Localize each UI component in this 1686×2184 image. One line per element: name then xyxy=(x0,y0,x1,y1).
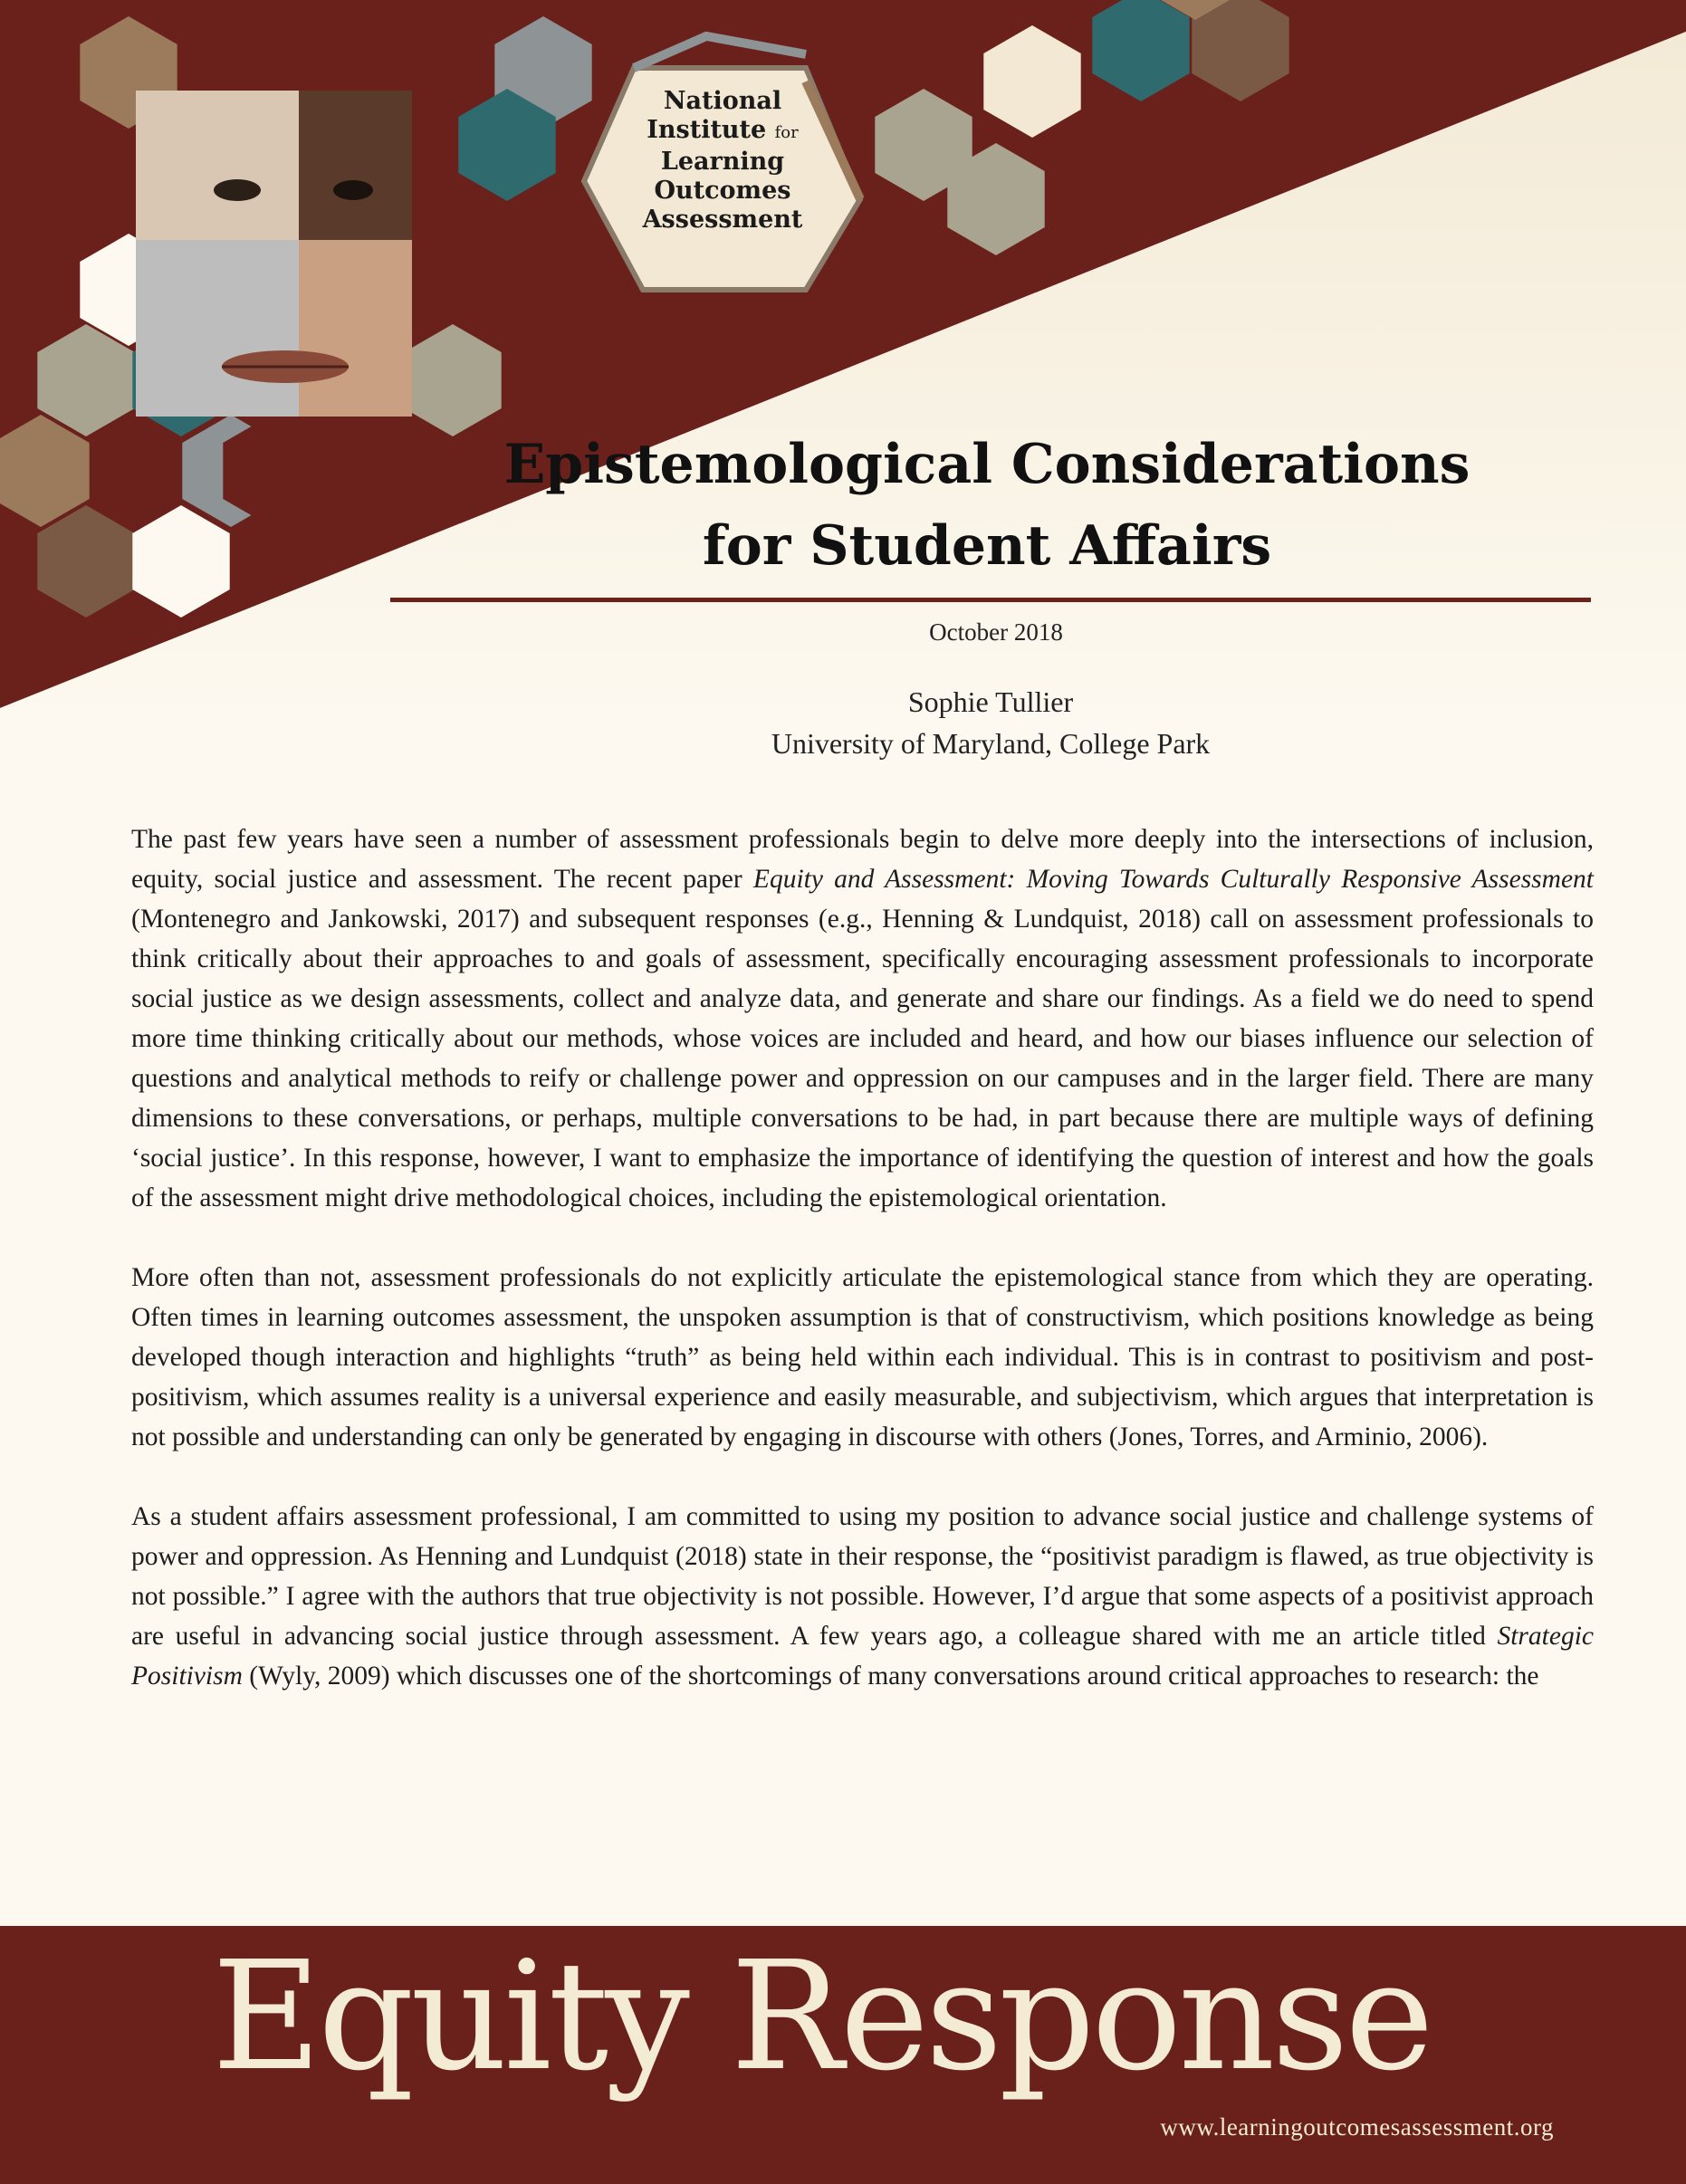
paragraph-2: More often than not, assessment professionals do not explicitly articulate the epistemological stance from which they are operating. Often times in learning outcomes assessment, the unspoken assumption is that of constructivism, which positions knowledge as being developed though interaction and highlights “truth” as being held within each individual. This is in contrast to positivism and post-positivism, which assumes reality is a universal experience and easily measurable, and subjectivism, which argues that interpretation is not possible and understanding can only be generated by engaging in discourse with others (Jones, Torres, and Arminio, 2006). xyxy=(131,1263,1594,1451)
title-line-1: Epistemological Considerations xyxy=(503,433,1470,496)
website-link[interactable]: www.learningoutcomesassessment.org xyxy=(1160,2113,1554,2141)
publication-date: October 2018 xyxy=(929,618,1063,646)
portrait-mosaic xyxy=(136,91,412,417)
page-title xyxy=(380,424,1594,587)
author-name: Sophie Tullier xyxy=(907,685,1074,718)
article-body xyxy=(131,819,1594,1736)
logo-line-3: Learning Outcomes xyxy=(654,148,791,205)
title-line-2: for Student Affairs xyxy=(702,514,1272,578)
logo-line-1: National xyxy=(663,87,782,115)
logo-line-2: Institute for xyxy=(647,116,799,144)
footer-title: Equity Response xyxy=(212,1930,1431,2104)
paragraph-1: The past few years have seen a number of assessment professionals begin to delve more deeply into the intersections of inclusion, equity, social justice and assessment. The recent paper Equity and Assessment: Moving Towards Culturally Responsive Assessment (Montenegro and Jankowski, 2017) and subsequent responses (e.g., Henning & Lundquist, 2018) call on assessment professionals to think critically about their approaches to and goals of assessment, specifically encouraging assessment professionals to incorporate social justice as we design assessments, collect and analyze data, and generate and share our findings. As a field we do need to spend more time thinking critically about our methods, whose voices are included and heard, and how our biases influence our selection of questions and analytical methods to reify or challenge power and oppression on our campuses and in the larger field. There are many dimensions to these conversations, or perhaps, multiple conversations to be had, in part because there are multiple ways of defining ‘social justice’. In this response, however, I want to emphasize the importance of identifying the question of interest and how the goals of the assessment might drive methodological choices, including the epistemological orientation. xyxy=(131,825,1594,1212)
paragraph-3: As a student affairs assessment professional, I am committed to using my position to advance social justice and challenge systems of power and oppression. As Henning and Lundquist (2018) state in their response, the “positivist paradigm is flawed, as true objectivity is not possible.” I agree with the authors that true objectivity is not possible. However, I’d argue that some aspects of a positivist approach are useful in advancing social justice through assessment. A few years ago, a colleague shared with me an article titled Strategic Positivism (Wyly, 2009) which discusses one of the shortcomings of many conversations around critical approaches to research: the xyxy=(131,1502,1594,1691)
author-affiliation: University of Maryland, College Park xyxy=(771,727,1211,760)
institute-logo xyxy=(596,87,849,235)
logo-line-4: Assessment xyxy=(642,206,803,234)
title-divider xyxy=(390,598,1591,602)
